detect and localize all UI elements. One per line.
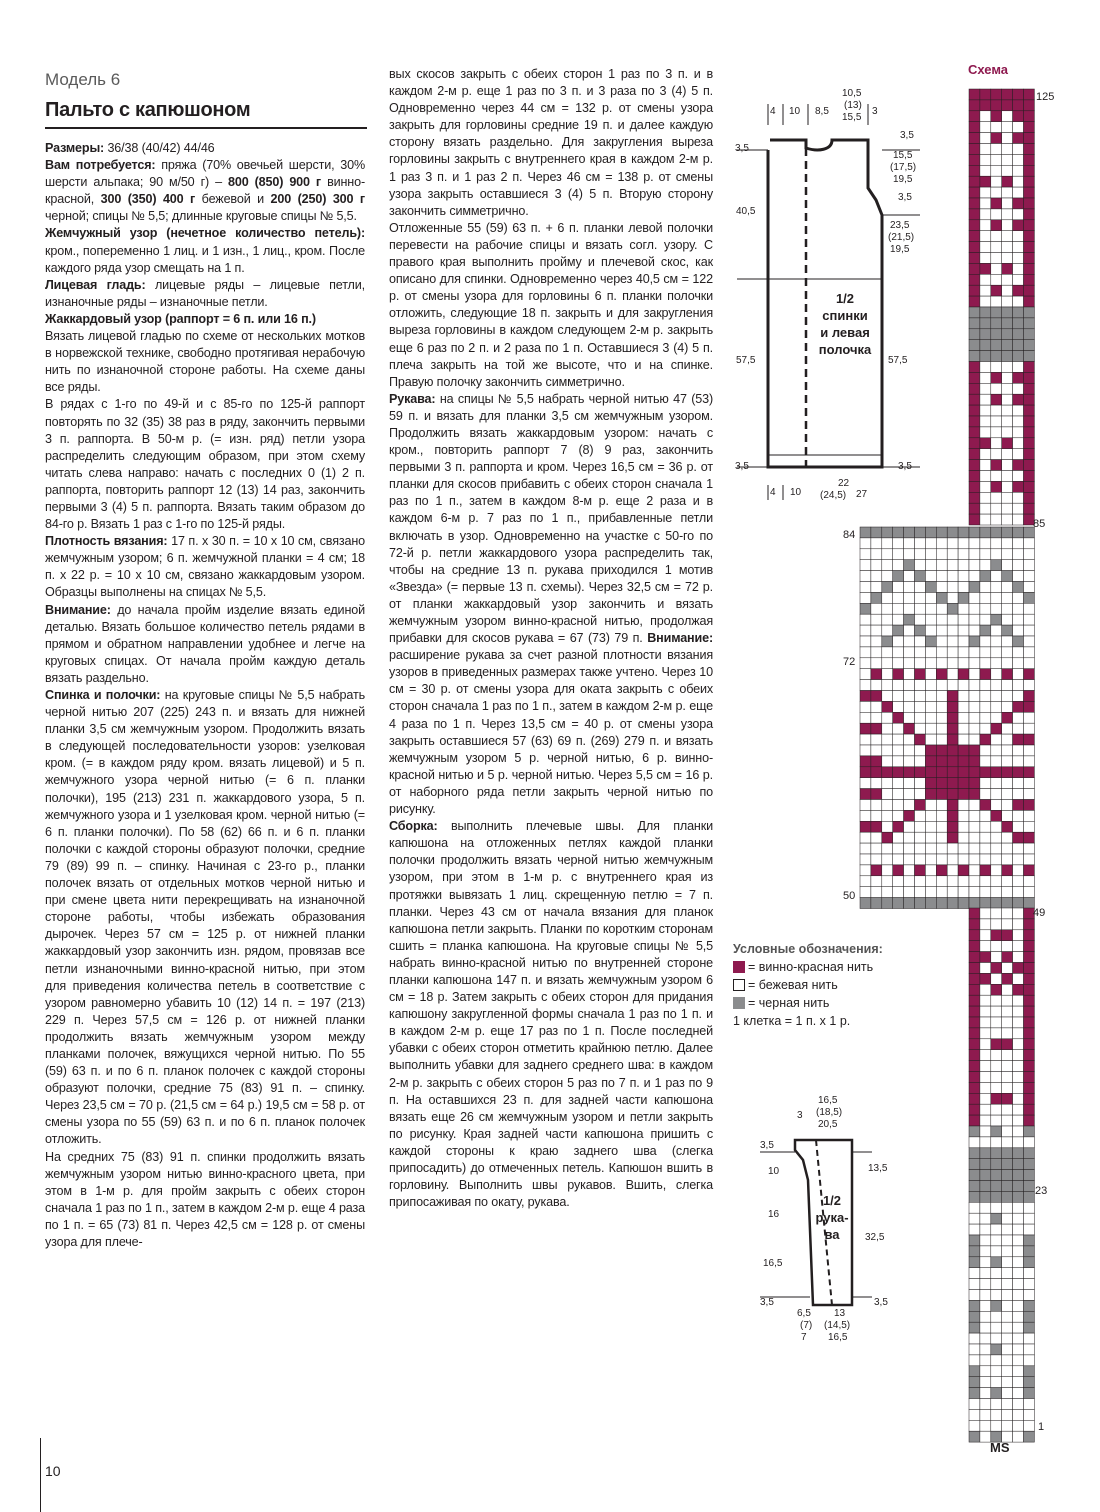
- armhole-3: 19,5: [893, 174, 913, 185]
- bold-run: Внимание:: [647, 631, 713, 646]
- text-run: На средних 75 (83) 91 п. спинки продолжить вязать жемчужным узором нитью винно-красного цвета, при этом в 1-м р. для пройм закрыть с обеих сторон сначала 1 раз по 1 п., затем в каждом 2-м р. еще 4 раза по 1 п. = 65 (73) 81 п. Через 42,5 см = 128 р. от смены узора для плече-: [45, 1149, 365, 1249]
- sleeve-top-l: 3: [797, 1110, 803, 1121]
- body-right-c2: (21,5): [888, 232, 915, 243]
- bold-run: Рукава:: [389, 391, 440, 406]
- bold-run: Внимание:: [45, 602, 118, 617]
- wine-swatch: [733, 961, 745, 973]
- sleeve-top-3: 20,5: [818, 1119, 838, 1130]
- row-label-49: 49: [1033, 907, 1046, 919]
- legend-wine-row: [733, 958, 883, 976]
- body-left-405: 40,5: [736, 206, 756, 217]
- body-bot-27: 27: [856, 489, 868, 500]
- legend-wine: = винно-красная нить: [748, 960, 874, 974]
- body-hem-right: 3,5: [898, 461, 912, 472]
- sleeve-l3: 16: [768, 1209, 780, 1220]
- body-right-575: 57,5: [888, 355, 908, 366]
- body-shoulder-r: 3,5: [900, 130, 914, 141]
- bold-run: Жемчужный узор (нечетное количество петель):: [45, 226, 365, 241]
- text-run: В рядах с 1-го по 49-й и с 85-го по 125-й раппорт повторять по 32 (35) 38 раз в ряду, закончить первыми 3 п. раппорта. В 50-м р. (= изн. ряд) петли узора распределить следующим образом, при этом схему читать слева направо: начать с последних 0 (1) 2 п. раппорта, повторить раппорт 12 (13) 14 раз, закончить первыми 3 (4) 5 п. раппорта. Вязать таким образом до 84-го р. Вязать 1 раз с 1-го по 125-й ряды.: [45, 397, 365, 532]
- body-bot-245: (24,5): [820, 490, 847, 501]
- bold-run: Жаккардовый узор (раппорт = 6 п. или 16 п.): [45, 311, 316, 326]
- row-label-84: 84: [843, 529, 856, 541]
- sleeve-r2: 32,5: [865, 1232, 885, 1243]
- row-label-125: 125: [1036, 91, 1055, 103]
- sleeve-bot-r2: (14,5): [824, 1320, 851, 1331]
- text-run: до начала пройм изделие вязать единой деталью. Вязать большое количество петель рядами в прямом и обратном направлении удобнее и легче на круговых спицах. От начала пройм каждую деталь вязать раздельно.: [45, 602, 365, 685]
- body-hem-left: 3,5: [735, 461, 749, 472]
- text-run: 36/38 (40/42) 44/46: [107, 141, 215, 155]
- armhole-1: 15,5: [893, 150, 913, 161]
- row-label-72: 72: [843, 656, 856, 668]
- text-run: лицевые ряды – лицевые петли, изнаночные ряды – изнаночные петли.: [45, 277, 365, 309]
- beige-swatch: [733, 979, 745, 991]
- text-run: выполнить плечевые швы. Для планки капюшона на отложенных петлях каждой планки полочки продолжить вязать черной нитью жемчужным узором, при этом в 1-м р. с внутреннего края из протяжки вывязать 1 лиц. скрещенную петлю = 7 п. планки. Через 43 см от начала вязания для планок капюшона петли закрыть. Планки по коротким сторонам сшить = планка капюшона. На круговые спицы № 5,5 набрать винно-красной нитью по внутренней стороне планки капюшона 147 п. и вязать жемчужным узором 6 см = 18 р. Затем закрыть с обеих сторон для придания капюшону закругленной формы сначала 1 раз по 1 п. и в каждом 2-м р. еще 17 раз по 1 п. После последней убавки с обеих сторон отметить крайнюю петлю. Далее выполнить убавки для заднего среднего шва: в каждом 2-м р. закрыть с обеих сторон 5 раз по 7 п. и 1 раз по 9 п. На оставшихся 23 п. для задней части капюшона вязать еще 26 см жемчужным узором и петли закрыть по рисунку. Края задней части капюшона пришить с каждой стороны к краю заднего шва (слегка припосадить) до отмеченных петель. Капюшон вшить в горловину. Выполнить швы рукавов. Вшить, слегка припосаживая по окату, рукава.: [389, 819, 713, 1210]
- neck-size-1: 10,5: [842, 88, 862, 99]
- sleeve-label-3: ва: [824, 1227, 840, 1242]
- model-number: Модель 6: [45, 70, 121, 89]
- legend-black: = черная нить: [748, 996, 830, 1010]
- body-bot-10: 10: [790, 487, 802, 498]
- bold-run: 300 (350) 400 г: [100, 192, 202, 207]
- legend-cell: 1 клетка = 1 п. х 1 р.: [733, 1014, 851, 1028]
- sleeve-top-1: 16,5: [818, 1095, 838, 1106]
- bold-run: 200 (250) 300 г: [270, 192, 366, 207]
- text-run: пряжа (70% овечьей шерсти, 30% шерсти альпака; 90 м/50 г) –: [45, 158, 366, 190]
- row-label-85: 85: [1033, 518, 1046, 530]
- text-run: 17 п. х 30 п. = 10 х 10 см, связано жемчужным узором; 6 п. жемчужной планки = 4 см; 18 п. х 22 р. = 10 х 10 см, связано жаккардовым узором. Образцы выполнены на спицах № 5,5.: [45, 534, 366, 600]
- body-top-85: 8,5: [815, 106, 829, 117]
- sleeve-label-2: рука-: [815, 1210, 849, 1225]
- neck-size-2: (13): [844, 100, 862, 111]
- sleeve-bot-l3: 7: [801, 1332, 807, 1343]
- body-label-4: полочка: [818, 342, 872, 357]
- sleeve-bot-l2: (7): [800, 1320, 813, 1331]
- bold-run: Плотность вязания:: [45, 534, 172, 549]
- legend-beige: = бежевая нить: [748, 978, 838, 992]
- text-run: Отложенные 55 (59) 63 п. + 6 п. планки левой полочки перевести на рабочие спицы и вязать согл. узору. С правого края выполнить пройму и плечевой скос, как описано для спинки. Одновременно через 40,5 см = 122 р. от смены узора для горловины 6 п. планки полочки отложить, следующие 18 п. закрыть и для закругления выреза горловины в каждом следующем 2-м р. закрыть еще 6 раз по 2 п. и 2 раза по 1 п. Оставшиеся 3 (4) 5 п. плеча закрыть на той же высоте, что и на спинке. Правую полочку закончить симметрично.: [389, 220, 713, 389]
- row-label-50: 50: [843, 890, 856, 902]
- sleeve-label-1: 1/2: [822, 1193, 842, 1208]
- text-run: расширение рукава за счет разной плотности вязания узоров в приведенных размерах также учтено. Через 10 см = 30 р. от смены узора для оката закрыть с обеих сторон сначала 1 раз по 1 п., затем в каждом 2-м р. еще 4 раза по 1 п. Через 13,5 см = 40 р. от смены узора закрыть оставшиеся 57 (63) 69 п. (269) 279 п. и вязать жемчужным узором 5 р. черной нитью, 6 р. винно-красной нитью и 5 р. черной нитью. Через 5,5 см = 16 р. от наборного ряда петли закрыть черной нитью по рисунку.: [389, 648, 713, 817]
- body-right-c3: 19,5: [890, 244, 910, 255]
- text-run: на круговые спицы № 5,5 набрать черной нитью 207 (225) 243 п. и вязать для нижней планки 3,5 см жемчужным узором. Продолжить вязать в следующей последовательности узоров: узелковая кром. (= в каждом ряду кром. вязать лицевой) и 5 п. жемчужного узора черной нитью (= 6 п. планки полочки), 195 (213) 231 п. жаккардового узора, 5 п. жемчужного узора и 1 узелковая кром. черной нитью (= 6 п. планки полочки). По 58 (62) 66 п. и 6 п. планки полочки с каждой стороны образуют полочки, средние 79 (89) 99 п. – спинку. Начиная с 23-го р., планки полочек вязать от отдельных мотков черной нитью и при смене цвета нити перекрещивать на изнаночной стороне работы, чтобы избежать образования дырочек. Через 57 см = 125 р. от нижней планки жаккардовый узор закончить изн. рядом, провязав все петли изнаночными винно-красной нитью, при этом для приведения количества петель в соответствие с узором равномерно убавить 10 (12) 14 п. = 197 (213) 229 п. Через 57,5 см = 126 р. от нижней планки продолжить вязать жемчужным узором между планками полочек, вяжущихся черной нитью. По 55 (59) 63 п. и по 6 п. планок полочек с каждой стороны образуют полочки, средние 75 (83) 91 п. – спинку. Через 23,5 см = 70 р. (21,5 см = 64 р.) 19,5 см = 58 р. от смены узора по 55 (59) 63 п. и по 6 п. планок полочек отложить.: [45, 688, 365, 1147]
- sleeve-label: [812, 1192, 852, 1243]
- body-label-2: спинки: [822, 308, 868, 323]
- schema-title: Схема: [968, 62, 1009, 77]
- text-run: кром., попеременно 1 лиц. и 1 изн., 1 лиц., кром. После каждого ряда узор смещать на 1 п.: [45, 243, 365, 275]
- bold-run: 800 (850) 900 г: [228, 175, 328, 190]
- legend: [733, 940, 883, 1030]
- body-label-1: 1/2: [835, 291, 855, 306]
- body-hem-top: 3,5: [735, 143, 749, 154]
- legend-black-row: [733, 994, 883, 1012]
- legend-heading: Условные обозначения:: [733, 942, 883, 956]
- sleeve-l5: 3,5: [760, 1297, 774, 1308]
- black-swatch: [733, 997, 745, 1009]
- sleeve-r1: 13,5: [868, 1163, 888, 1174]
- text-run: черной; спицы № 5,5; длинные круговые спицы № 5,5.: [45, 209, 357, 224]
- row-label-23: 23: [1035, 1185, 1048, 1197]
- text-run: на спицы № 5,5 набрать черной нитью 47 (53) 59 п. и вязать для планки 3,5 см жемчужным узором. Продолжить вязать жаккардовым узором: начать с кром., повторить раппорт 7 (8) 9 раз, закончить первыми 3 п. раппорта и кром. Через 16,5 см = 36 р. от планки для скосов прибавить с обеих сторон сначала 1 раз по 1 п., затем в каждом 8-м р. еще 2 раза и в каждом 6-м р. 7 раз по 1 п., прибавленные петли включать в узор. Одновременно на участке с 50-го по 72-й р. петли жаккардового узора распределить так, чтобы на средние 13 п. рукава приходился 1 мотив «Звезда» (= первые 13 п. схемы). Через 32,5 см = 72 р. от планки жаккардовый узор закончить и вязать жемчужным узором винно-красной нитью, продолжая прибавки для скосов рукава = 67 (73) 79 п.: [389, 391, 713, 646]
- bold-run: Вам потребуется:: [45, 158, 162, 173]
- armhole-2: (17,5): [890, 162, 917, 173]
- bold-run: Размеры:: [45, 141, 108, 155]
- page-title: Пальто с капюшоном: [45, 99, 251, 121]
- sleeve-l2: 10: [768, 1166, 780, 1177]
- body-top-3: 3: [872, 106, 878, 117]
- page-number: 10: [45, 1463, 61, 1479]
- ms-label: MS: [990, 1440, 1010, 1455]
- body-label: [815, 290, 875, 358]
- sleeve-l1: 3,5: [760, 1140, 774, 1151]
- bold-run: Лицевая гладь:: [45, 277, 155, 292]
- text-run: Вязать лицевой гладью по схеме от нескольких мотков в норвежской технике, свободно протягивая нерабочую нить по изнаночной стороне работы. На схеме даны все ряды.: [45, 329, 365, 395]
- sleeve-r3: 3,5: [874, 1297, 888, 1308]
- text-run: бежевой и: [201, 192, 271, 207]
- body-bot-4: 4: [770, 487, 776, 498]
- body-bot-22: 22: [838, 478, 850, 489]
- bold-run: Сборка:: [389, 819, 451, 834]
- neck-size-3: 15,5: [842, 112, 862, 123]
- body-top-4: 4: [770, 106, 776, 117]
- body-top-10: 10: [789, 106, 801, 117]
- body-right-c1: 23,5: [890, 220, 910, 231]
- body-label-3: и левая: [820, 325, 870, 340]
- body-right-35: 3,5: [898, 192, 912, 203]
- row-label-1: 1: [1038, 1421, 1045, 1433]
- bold-run: Спинка и полочки:: [45, 688, 165, 702]
- legend-beige-row: [733, 976, 883, 994]
- sleeve-top-2: (18,5): [816, 1107, 843, 1118]
- text-run: винно-красной,: [45, 175, 365, 207]
- text-run: вых скосов закрыть с обеих сторон 1 раз по 3 п. и в каждом 2-м р. еще 1 раз по 3 п. и 3 раза по 3 (4) 5 п. Одновременно через 44 см = 132 р. от смены узора закрыть для горловины средние 19 п. и далее каждую сторону вязать раздельно. Для закругления выреза горловины закрыть с внутреннего края в каждом 2-м р. 1 раз 3 п. и 1 раз 2 п. Через 46 см = 138 р. от смены узора закрыть оставшиеся 3 (4) 5 п. Вторую сторону закончить симметрично.: [389, 67, 713, 218]
- body-left-575: 57,5: [736, 355, 756, 366]
- sleeve-bot-l1: 6,5: [797, 1308, 811, 1319]
- sleeve-bot-r1: 13: [834, 1308, 846, 1319]
- sleeve-bot-r3: 16,5: [828, 1332, 848, 1343]
- sleeve-l4: 16,5: [763, 1258, 783, 1269]
